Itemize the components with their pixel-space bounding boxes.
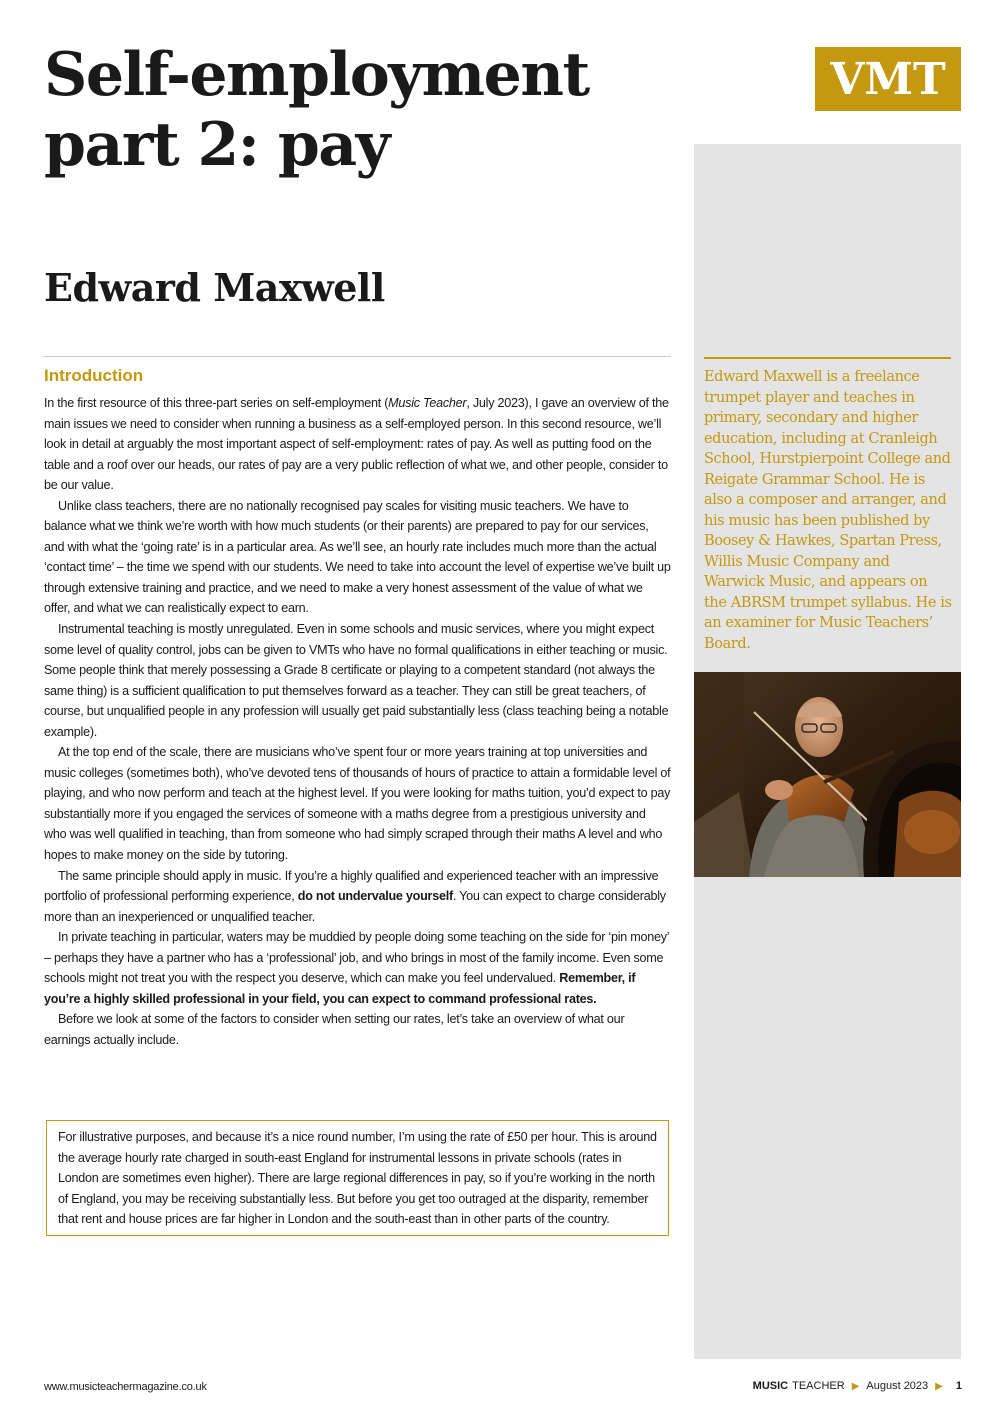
article-divider — [44, 356, 671, 357]
article-body — [44, 393, 671, 1051]
title-line-1: Self-employment — [44, 40, 589, 110]
callout-box: For illustrative purposes, and because it’s a nice round number, I’m using the rate of £50 per hour. This is around the average hourly rate charged in south-east England for instrumental lessons in private schools (rates in London are sometimes even higher). There are large regional differences in pay, so if you’re working in the north of England, you may be receiving substantially less. But before you get too outraged at the disparity, remember that rent and house prices are far higher in London and the south-east than in other parts of the country. — [46, 1120, 669, 1236]
issue-date: August 2023 — [866, 1380, 929, 1392]
footer-url: www.musicteachermagazine.co.uk — [44, 1381, 207, 1393]
paragraph-3: Instrumental teaching is mostly unregulated. Even in some schools and music services, where you might expect some level of quality control, jobs can be given to VMTs who have no formal qualifications in either teaching or music. Some people think that merely possessing a Grade 8 certificate or playing to a competent standard (not always the same thing) is a sufficient qualification to put themselves forward as a teacher. They can still be great teachers, of course, but unqualified people in any profession will usually get paid substantially less (class teaching being a notable example). — [44, 622, 669, 739]
paragraph-2: Unlike class teachers, there are no nationally recognised pay scales for visiting music teachers. We have to balance what we think we’re worth with how much students (or their parents) are prepared to pay for our services, and with what the ‘going rate’ is in a particular area. As we’ll see, an hourly rate includes much more than the actual ‘contact time’ – the time we spend with our students. We need to take into account the level of expertise we’ve built up through extensive training and practice, and we need to make a very honest assessment of the value of what we offer, and what we can realistically expect to earn. — [44, 498, 671, 616]
emphasis-text: Remember, if you’re a highly skilled professional in your field, you can expect to command professional rates. — [44, 971, 636, 1006]
triangle-right-icon: ▶ — [851, 1380, 860, 1392]
triangle-right-icon: ▶ — [935, 1380, 943, 1392]
violin-lesson-image — [694, 672, 961, 877]
paragraph-1: In the first resource of this three-part series on self-employment (Music Teacher, July 2023), I gave an overview of the main issues we need to consider when running a business as a self-employed person. In this second resource, we’ll look in detail at arguably the most important aspect of self-employment: rates of pay. As well as putting food on the table and a roof over our heads, our rates of pay are a very public reflection of what we, and other people, consider to be our value. — [44, 396, 669, 493]
teacher-photo — [694, 672, 961, 877]
paragraph-4: At the top end of the scale, there are musicians who’ve spent four or more years training at top universities and music colleges (sometimes both), who’ve devoted tens of thousands of hours of practice to attain a formidable level of playing, and who now perform and teach at the highest level. If you were looking for maths tuition, you’d expect to pay substantially more if you engaged the services of someone with a maths degree from a prestigious university and who was well qualified in teaching, than from someone who had simply scraped through their maths A level and who hopes to make money on the side by tutoring. — [44, 745, 671, 863]
publication-name: Music Teacher — [388, 396, 467, 410]
logo-text: VMT — [830, 53, 946, 105]
vmt-logo — [815, 47, 961, 111]
emphasis-text: do not undervalue yourself — [297, 889, 453, 904]
section-heading: Introduction — [44, 366, 144, 385]
sidebar-divider — [704, 357, 951, 359]
page-title — [44, 40, 664, 180]
paragraph-5: The same principle should apply in music. If you’re a highly qualified and experienced teacher with an impressive portfolio of professional performing experience, do not undervalue yourself. You can expect to charge considerably more than an inexperienced or unqualified teacher. — [44, 868, 666, 924]
magazine-name: TEACHER — [792, 1380, 845, 1392]
paragraph-7: Before we look at some of the factors to consider when setting our rates, let’s take an overview of what our earnings actually include. — [44, 1012, 625, 1047]
title-line-2: part 2: pay — [44, 110, 390, 180]
paragraph-6: In private teaching in particular, waters may be muddied by people doing some teaching on the side for ‘pin money’ – perhaps they have a partner who has a ‘professional’ job, and who brings in most of the family income. Even some schools might not treat you with the respect you deserve, which can make you feel undervalued. Remember, if you’re a highly skilled professional in your field, you can expect to command professional rates. — [44, 930, 669, 1006]
page-number: 1 — [955, 1380, 962, 1392]
author-name: Edward Maxwell — [44, 265, 385, 310]
author-bio: Edward Maxwell is a freelance trumpet player and teaches in primary, secondary and higher education, including at Cranleigh School, Hurstpierpoint College and Reigate Grammar School. He is also a composer and arranger, and his music has been published by Boosey & Hawkes, Spartan Press, Willis Music Company and Warwick Music, and appears on the ABRSM trumpet syllabus. He is an examiner for Music Teachers’ Board. — [704, 369, 952, 652]
magazine-name-bold: MUSIC — [752, 1380, 789, 1392]
footer-info — [753, 1380, 962, 1392]
